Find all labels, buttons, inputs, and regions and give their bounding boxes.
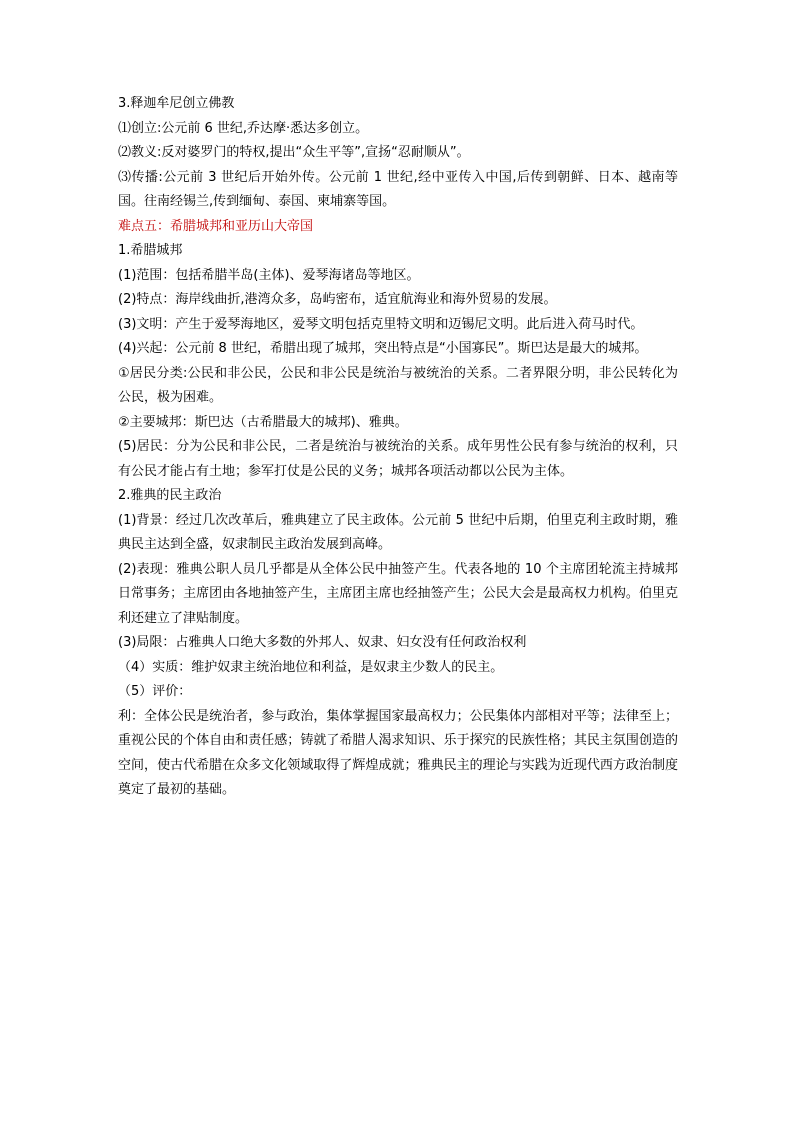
paragraph-features: (2)特点：海岸线曲折,港湾众多，岛屿密布，适宜航海业和海外贸易的发展。 — [118, 292, 557, 307]
subsection-heading-greek-city-states: 1.希腊城邦 — [118, 243, 183, 258]
paragraph-scope: (1)范围：包括希腊半岛(主体)、爱琴海诸岛等地区。 — [118, 267, 420, 283]
paragraph-essence: （4）实质：维护奴隶主统治地位和利益，是奴隶主少数人的民主。 — [118, 659, 504, 675]
subsection-heading-buddhism: 3.释迦牟尼创立佛教 — [118, 96, 235, 111]
document-body — [118, 92, 678, 803]
paragraph-main-city-states: ②主要城邦：斯巴达（古希腊最大的城邦)、雅典。 — [118, 414, 408, 430]
subsection-heading-athenian-democracy: 2.雅典的民主政治 — [118, 488, 222, 503]
paragraph-residents: (5)居民：分为公民和非公民，二者是统治与被统治的关系。成年男性公民有参与统治的权利，只有公民才能占有土地；参军打仗是公民的义务；城邦各项活动都以公民为主体。 — [118, 439, 678, 479]
paragraph-doctrine: ⑵教义:反对婆罗门的特权,提出“众生平等”,宣扬“忍耐顺从”。 — [118, 145, 470, 160]
paragraph-resident-classes: ①居民分类:公民和非公民，公民和非公民是统治与被统治的关系。二者界限分明，非公民转化为公民，极为困难。 — [118, 365, 678, 405]
paragraph-founding: ⑴创立:公元前 6 世纪,乔达摩·悉达多创立。 — [118, 120, 369, 136]
paragraph-limitations: (3)局限：占雅典人口绝大多数的外邦人、奴隶、妇女没有任何政治权利 — [118, 635, 527, 650]
paragraph-background: (1)背景：经过几次改革后，雅典建立了民主政体。公元前 5 世纪中后期，伯里克利主政时期，雅典民主达到全盛，奴隶制民主政治发展到高峰。 — [118, 512, 678, 552]
paragraph-evaluation-label: （5）评价： — [118, 684, 192, 699]
paragraph-advantages: 利：全体公民是统治者，参与政治，集体掌握国家最高权力；公民集体内部相对平等；法律至上；重视公民的个体自由和责任感；铸就了希腊人渴求知识、乐于探究的民族性格；其民主氛围创造的空间，使古代希腊在众多文化领域取得了辉煌成就；雅典民主的理论与实践为近现代西方政治制度奠定了最初的基础。 — [118, 708, 678, 797]
paragraph-spread: ⑶传播:公元前 3 世纪后开始外传。公元前 1 世纪,经中亚传入中国,后传到朝鲜、日本、越南等国。往南经锡兰,传到缅甸、泰国、柬埔寨等国。 — [118, 169, 678, 209]
paragraph-manifestation: (2)表现：雅典公职人员几乎都是从全体公民中抽签产生。代表各地的 10 个主席团轮流主持城邦日常事务；主席团由各地抽签产生，主席团主席也经抽签产生；公民大会是最高权力机构。伯里克利还建立了津贴制度。 — [118, 561, 678, 626]
paragraph-rise: (4)兴起：公元前 8 世纪，希腊出现了城邦，突出特点是“小国寡民”。斯巴达是最大的城邦。 — [118, 341, 648, 356]
paragraph-civilization: (3)文明：产生于爱琴海地区，爱琴文明包括克里特文明和迈锡尼文明。此后进入荷马时代。 — [118, 316, 644, 332]
section-heading-difficulty-five: 难点五：希腊城邦和亚历山大帝国 — [118, 218, 314, 234]
